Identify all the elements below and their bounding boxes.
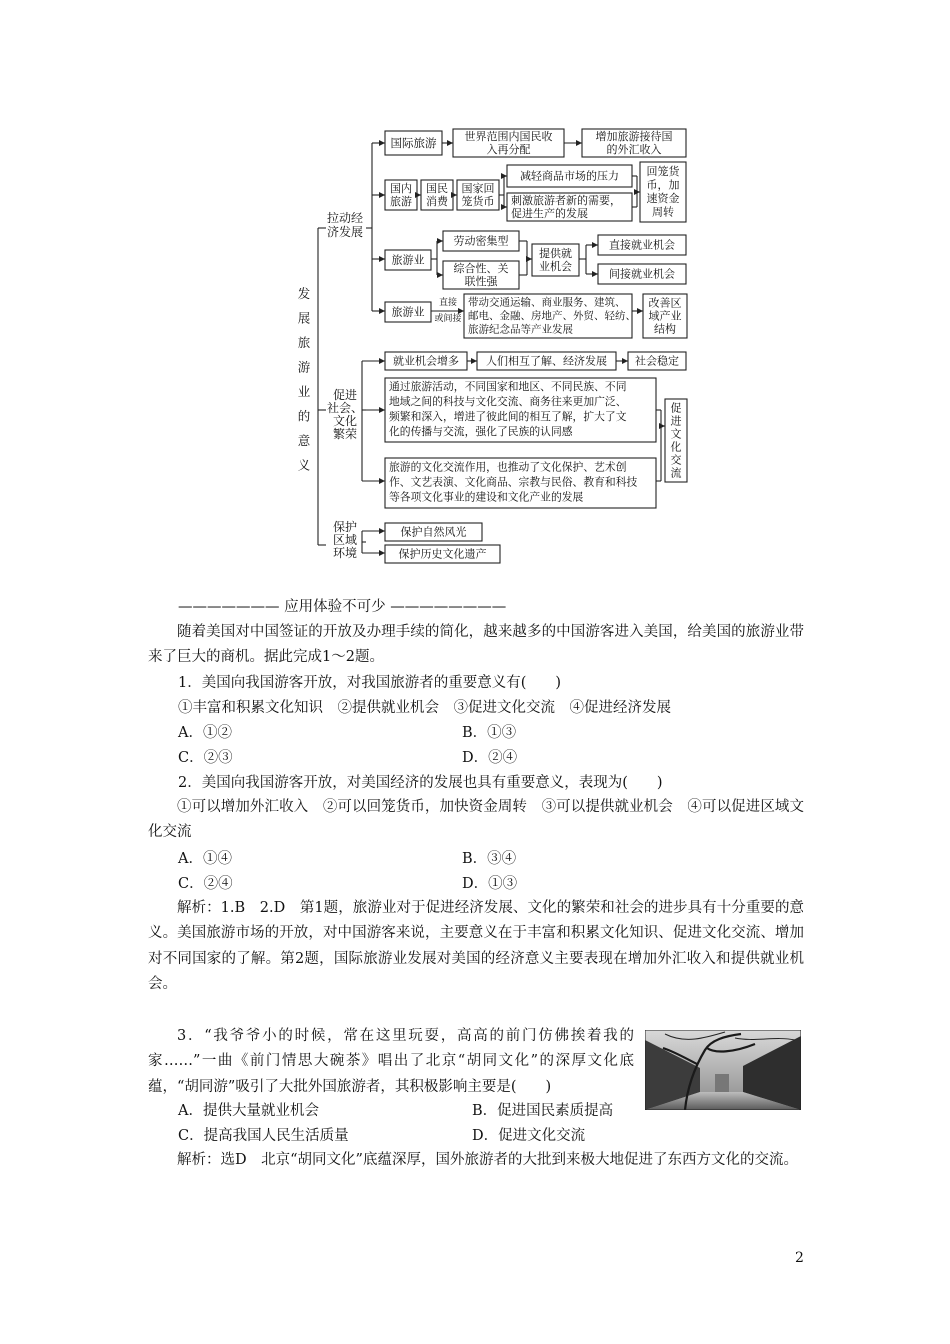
branch-environment-label: 保护 — [332, 520, 358, 534]
q3-option-a: A．提供大量就业机会 — [178, 1103, 319, 1119]
svg-text:减轻商品市场的压力: 减轻商品市场的压力 — [520, 169, 619, 183]
section-title: ——————— 应用体验不可少 ———————— — [178, 599, 507, 615]
svg-text:等各项文化事业的建设和文化产业的发展: 等各项文化事业的建设和文化产业的发展 — [389, 490, 584, 504]
root-title-char: 游 — [297, 359, 311, 375]
protect-nature-box — [385, 523, 482, 541]
q1-option-c: C．②③ — [178, 750, 233, 766]
branch-culture-label: 促进 — [332, 388, 358, 402]
income-redistribution-box — [453, 129, 564, 157]
svg-text:增加旅游接待国: 增加旅游接待国 — [595, 130, 673, 143]
svg-text:业机会: 业机会 — [539, 260, 572, 273]
q3-option-b: B．促进国民素质提高 — [472, 1103, 614, 1119]
svg-text:人们相互了解、经济发展: 人们相互了解、经济发展 — [486, 354, 607, 368]
direct-employment-box — [598, 235, 686, 255]
svg-text:保护历史文化遗产: 保护历史文化遗产 — [398, 547, 487, 561]
svg-text:结构: 结构 — [654, 322, 676, 336]
promote-cultural-exchange-box — [665, 399, 687, 482]
svg-text:带动交通运输、商业服务、建筑、: 带动交通运输、商业服务、建筑、 — [468, 296, 626, 309]
q2-option-a: A．①④ — [178, 851, 232, 867]
q2-option-b: B．③④ — [462, 851, 517, 867]
svg-text:回笼货: 回笼货 — [646, 165, 680, 178]
tourism-significance-diagram — [0, 0, 950, 580]
svg-text:通过旅游活动，不同国家和地区、不同民族、不同: 通过旅游活动，不同国家和地区、不同民族、不同 — [389, 379, 627, 393]
svg-text:促进生产的发展: 促进生产的发展 — [511, 207, 588, 220]
capital-turnover-box — [640, 162, 686, 222]
intro-paragraph: 随着美国对中国签证的开放及办理手续的简化，越来越多的中国游客进入美国，给美国的旅游业带来了巨大的商机。据此完成1～2题。 — [148, 624, 804, 666]
svg-text:劳动密集型: 劳动密集型 — [453, 234, 509, 248]
branch-culture-label: 繁荣 — [332, 427, 358, 441]
svg-text:币，加: 币，加 — [646, 178, 680, 192]
svg-text:改善区: 改善区 — [648, 296, 682, 310]
svg-text:国家回: 国家回 — [461, 182, 495, 195]
q1-option-b: B．①③ — [462, 725, 517, 741]
svg-text:邮电、金融、房地产、外贸、轻纺、: 邮电、金融、房地产、外贸、轻纺、 — [468, 309, 636, 322]
comprehensive-linkage-box — [443, 261, 519, 289]
svg-text:旅游的文化交流作用，也推动了文化保护、艺术创: 旅游的文化交流作用，也推动了文化保护、艺术创 — [389, 460, 627, 474]
q3-option-c: C．提高我国人民生活质量 — [178, 1128, 349, 1144]
svg-text:保护自然风光: 保护自然风光 — [400, 525, 467, 539]
q1-option-a: A．①② — [178, 725, 232, 741]
page-number: 2 — [795, 1250, 804, 1266]
svg-text:作、文艺表演、文化商品、宗教与民俗、教育和科技: 作、文艺表演、文化商品、宗教与民俗、教育和科技 — [389, 475, 638, 489]
svg-text:化: 化 — [670, 440, 682, 454]
branch-culture-label: 文化 — [332, 414, 358, 428]
svg-text:域产业: 域产业 — [648, 309, 682, 323]
root-title-char: 业 — [297, 384, 311, 399]
mutual-understanding-box — [477, 352, 616, 370]
svg-text:入再分配: 入再分配 — [486, 143, 531, 156]
root-title-char: 意 — [297, 433, 311, 448]
foreign-exchange-box — [582, 129, 686, 157]
root-title-char: 旅 — [297, 335, 311, 350]
analysis-q3: 解析：选D 北京“胡同文化”底蕴深厚，国外旅游者的大批到来极大地促进了东西方文化的交流。 — [177, 1152, 798, 1168]
svg-text:间接就业机会: 间接就业机会 — [609, 267, 675, 281]
q3-option-d: D．促进文化交流 — [472, 1128, 586, 1144]
currency-recall-box — [457, 180, 499, 210]
svg-text:消费: 消费 — [426, 195, 448, 208]
protect-heritage-box — [385, 545, 500, 563]
q2-option-c: C．②④ — [178, 876, 233, 892]
analysis-q1-q2: 解析：1.B 2.D 第1题，旅游业对于促进经济发展、文化的繁荣和社会的进步具有十分重要的意义。美国旅游市场的开放，对中国游客来说，主要意义在于丰富和积累文化知识、促进文化交流、增加对不同国家的了解。第2题，国际旅游业发展对美国的经济意义主要表现在增加外汇收入和提供就业机会。 — [148, 900, 804, 992]
q2-option-d: D．①③ — [462, 876, 518, 892]
svg-text:综合性、关: 综合性、关 — [453, 262, 509, 275]
q1-items: ①丰富和积累文化知识 ②提供就业机会 ③促进文化交流 ④促进经济发展 — [178, 700, 671, 716]
svg-text:世界范围内国民收: 世界范围内国民收 — [464, 130, 553, 143]
svg-text:旅游业: 旅游业 — [391, 305, 425, 319]
branch-environment-label: 环境 — [332, 546, 358, 560]
svg-text:化的传播与交流，强化了民族的认同感: 化的传播与交流，强化了民族的认同感 — [389, 424, 573, 438]
labor-intensive-box — [443, 231, 519, 251]
industry-drive-box — [464, 294, 636, 338]
q3-stem: 3．“我爷爷小的时候，常在这里玩耍，高高的前门仿佛挨着我的家……”一曲《前门情思大碗茶》唱出了北京“胡同文化”的深厚文化底蕴，“胡同游”吸引了大批外国旅游者，其积极影响主要是( ) — [148, 1028, 634, 1095]
industry-structure-box — [643, 294, 687, 338]
root-title-char: 发 — [297, 286, 311, 301]
branch-economy-label: 济发展 — [326, 225, 364, 239]
svg-text:国民: 国民 — [426, 182, 448, 195]
cultural-exchange-text-box — [385, 378, 656, 442]
svg-text:社会稳定: 社会稳定 — [635, 354, 679, 368]
svg-text:文: 文 — [670, 427, 682, 441]
cultural-protection-text-box — [385, 458, 656, 508]
q2-stem: 2．美国向我国游客开放，对美国经济的发展也具有重要意义，表现为( ) — [178, 775, 663, 791]
svg-text:旅游纪念品等产业发展: 旅游纪念品等产业发展 — [468, 323, 573, 336]
svg-text:旅游: 旅游 — [390, 195, 412, 208]
q2-items: ①可以增加外汇收入 ②可以回笼货币，加快资金周转 ③可以提供就业机会 ④可以促进区域文化交流 — [148, 799, 804, 841]
svg-text:提供就: 提供就 — [539, 247, 572, 260]
q1-option-d: D．②④ — [462, 750, 518, 766]
svg-text:国际旅游: 国际旅游 — [390, 135, 437, 150]
svg-text:笼货币: 笼货币 — [461, 195, 495, 208]
svg-text:频繁和深入，增进了彼此间的相互了解，扩大了文: 频繁和深入，增进了彼此间的相互了解，扩大了文 — [389, 409, 627, 423]
svg-text:联性强: 联性强 — [464, 275, 498, 288]
root-title-char: 的 — [297, 408, 311, 424]
branch-economy-label: 拉动经 — [326, 211, 364, 225]
svg-text:的外汇收入: 的外汇收入 — [606, 143, 662, 156]
q1-stem: 1．美国向我国游客开放，对我国旅游者的重要意义有( ) — [178, 675, 562, 691]
svg-text:刺激旅游者新的需要，: 刺激旅游者新的需要， — [511, 194, 621, 207]
indirect-label: 或间接 — [434, 314, 462, 324]
international-tourism-box — [385, 131, 442, 155]
svg-text:旅游业: 旅游业 — [391, 253, 425, 267]
svg-text:就业机会增多: 就业机会增多 — [393, 354, 459, 368]
svg-text:直接就业机会: 直接就业机会 — [609, 238, 675, 252]
stimulate-demand-box — [507, 193, 632, 221]
svg-text:速资金: 速资金 — [646, 192, 680, 205]
svg-text:促: 促 — [670, 401, 682, 415]
tourism-industry-box-2 — [385, 302, 431, 322]
domestic-tourism-box — [385, 180, 417, 210]
national-consumption-box — [421, 180, 453, 210]
svg-text:流: 流 — [670, 466, 682, 480]
root-title-char: 义 — [297, 457, 311, 473]
branch-environment-label: 区域 — [332, 533, 358, 547]
reduce-market-pressure-box — [507, 165, 632, 187]
direct-label: 直接 — [438, 298, 458, 308]
hutong-photo — [645, 1030, 801, 1110]
svg-text:进: 进 — [670, 414, 682, 428]
root-title-char: 展 — [297, 310, 311, 326]
employment-opportunity-box — [532, 244, 579, 276]
employment-increase-box — [385, 352, 467, 370]
svg-text:交: 交 — [670, 453, 682, 467]
branch-culture-label: 社会、 — [326, 401, 364, 415]
svg-text:地域之间的科技与文化交流、商务往来更加广泛、: 地域之间的科技与文化交流、商务往来更加广泛、 — [389, 394, 627, 408]
tourism-industry-box-1 — [385, 250, 431, 270]
svg-text:国内: 国内 — [390, 182, 412, 195]
indirect-employment-box — [598, 264, 686, 284]
svg-text:周转: 周转 — [652, 205, 674, 219]
social-stability-box — [628, 352, 686, 370]
